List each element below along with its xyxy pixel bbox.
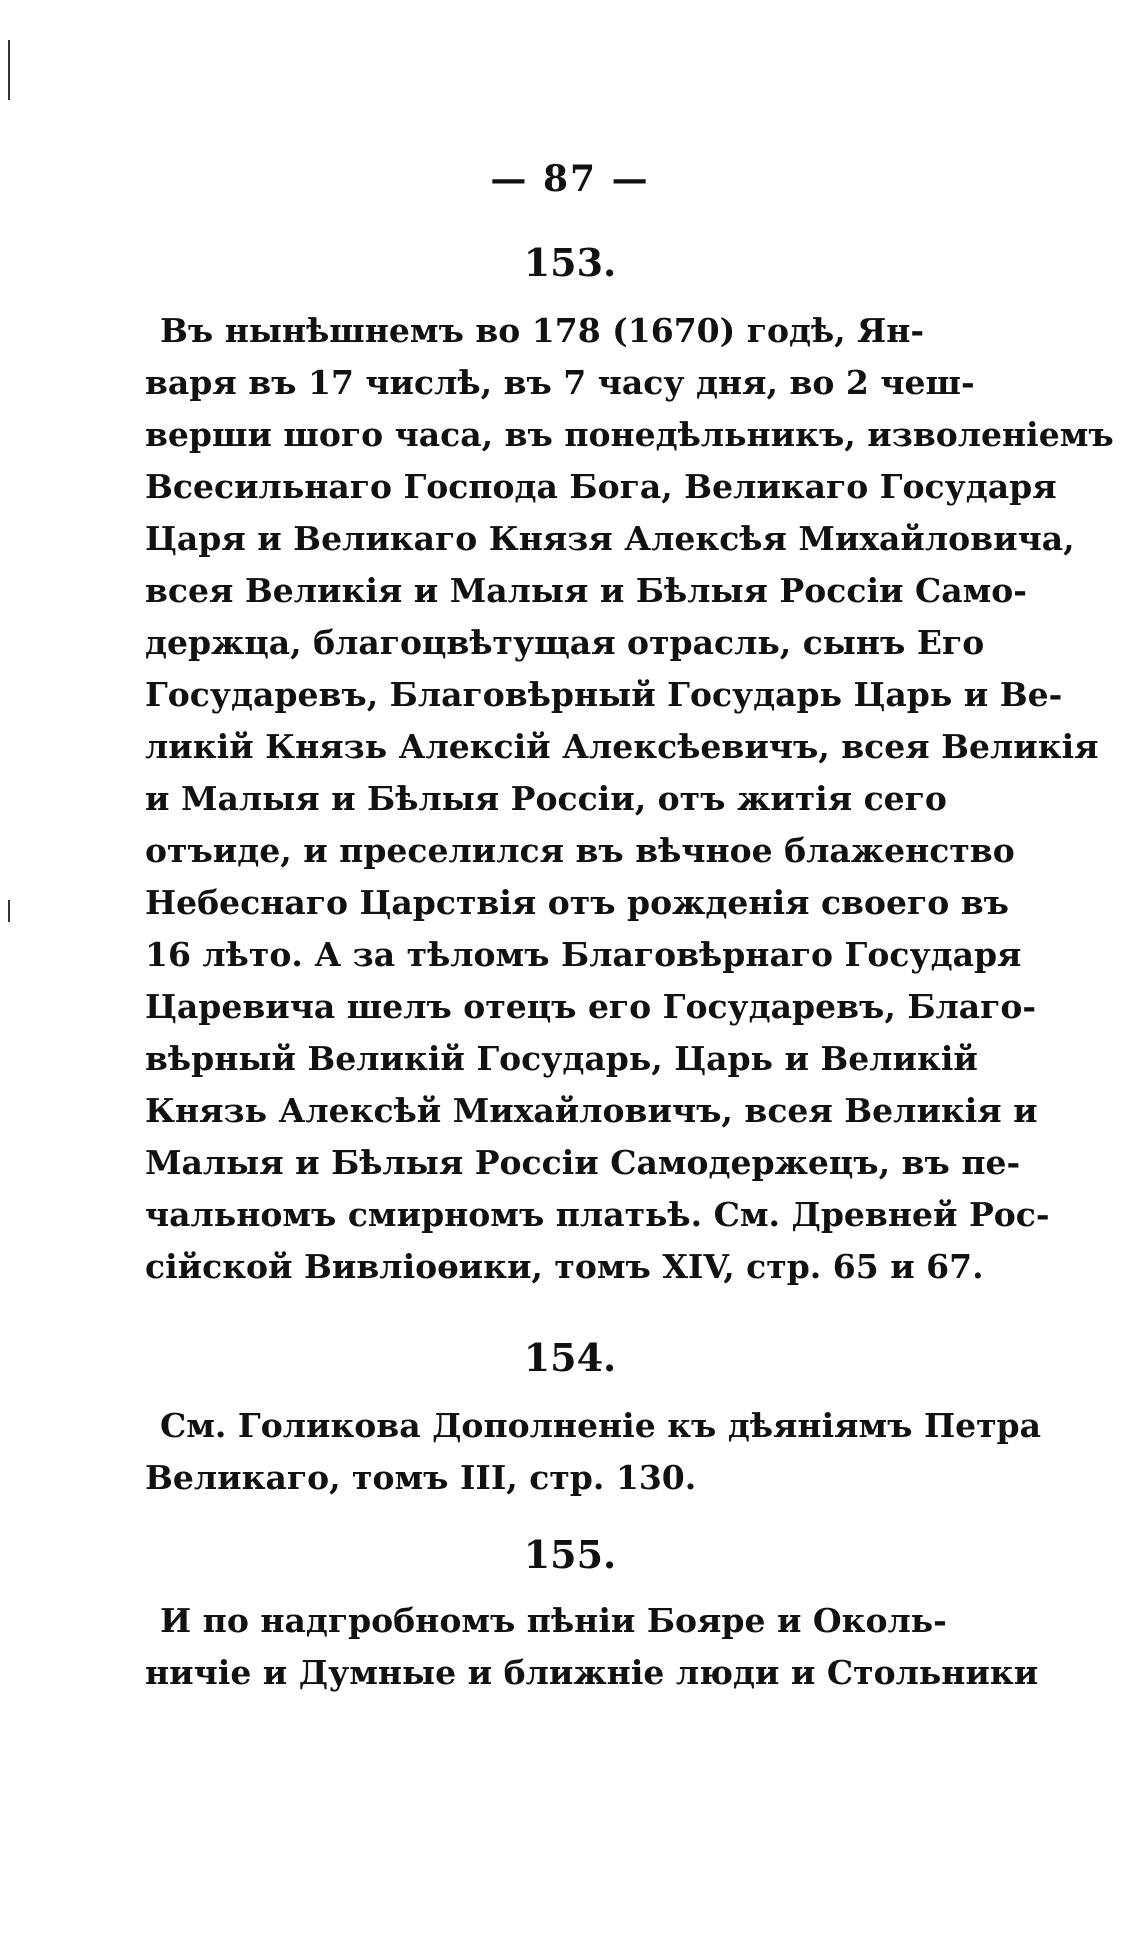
text-line: вѣрный Великiй Государь, Царь и Великiй xyxy=(145,1039,978,1078)
note-154-text xyxy=(145,1400,1042,1504)
note-number-155: 155. xyxy=(523,1532,617,1577)
text-line: варя въ 17 числѣ, въ 7 часу дня, во 2 чеш- xyxy=(145,363,975,402)
text-line: держца, благоцвѣтущая отрасль, сынъ Его xyxy=(145,623,985,662)
text-line: верши шого часа, въ понедѣльникъ, изволенiемъ xyxy=(145,415,1114,454)
text-line: ликiй Князь Алексiй Алексѣевичъ, всея Великiя xyxy=(145,727,1099,766)
text-line: Въ нынѣшнемъ во 178 (1670) годѣ, Ян- xyxy=(160,311,925,350)
text-line: и Малыя и Бѣлыя Россiи, отъ житiя сего xyxy=(145,779,947,818)
text-line: 16 лѣто. А за тѣломъ Благовѣрнаго Государя xyxy=(145,935,1022,974)
text-line: См. Голикова Дополненiе къ дѣянiямъ Петра xyxy=(160,1406,1042,1445)
text-line: чальномъ смирномъ платьѣ. См. Древней Рос- xyxy=(145,1195,1050,1234)
text-line: Великаго, томъ III, стр. 130. xyxy=(145,1458,697,1497)
text-line: Всесильнаго Господа Бога, Великаго Государя xyxy=(145,467,1057,506)
margin-rule xyxy=(8,40,10,100)
text-line: отъиде, и преселился въ вѣчное блаженство xyxy=(145,831,1015,870)
text-line: И по надгробномъ пѣнiи Бояре и Околь- xyxy=(160,1601,947,1640)
text-line: Князь Алексѣй Михайловичъ, всея Великiя и xyxy=(145,1091,1038,1130)
text-line: Царя и Великаго Князя Алексѣя Михайловича, xyxy=(145,519,1075,558)
note-153-text xyxy=(145,305,1114,1293)
note-number-154: 154. xyxy=(523,1335,617,1380)
text-line: сiйской Вивлiоѳики, томъ XIV, стр. 65 и 67. xyxy=(145,1247,984,1286)
text-line: ничiе и Думные и ближнiе люди и Стольники xyxy=(145,1653,1039,1692)
text-line: Небеснаго Царствiя отъ рожденiя своего въ xyxy=(145,883,1009,922)
margin-rule xyxy=(8,900,10,922)
text-line: Царевича шелъ отецъ его Государевъ, Благо- xyxy=(145,987,1037,1026)
page-number-header: — 87 — xyxy=(490,158,650,200)
note-155-text xyxy=(145,1595,1039,1699)
text-line: Малыя и Бѣлыя Россiи Самодержецъ, въ пе- xyxy=(145,1143,1021,1182)
text-line: всея Великiя и Малыя и Бѣлыя Россiи Само- xyxy=(145,571,1027,610)
note-number-153: 153. xyxy=(523,240,617,285)
text-line: Государевъ, Благовѣрный Государь Царь и Ве- xyxy=(145,675,1063,714)
